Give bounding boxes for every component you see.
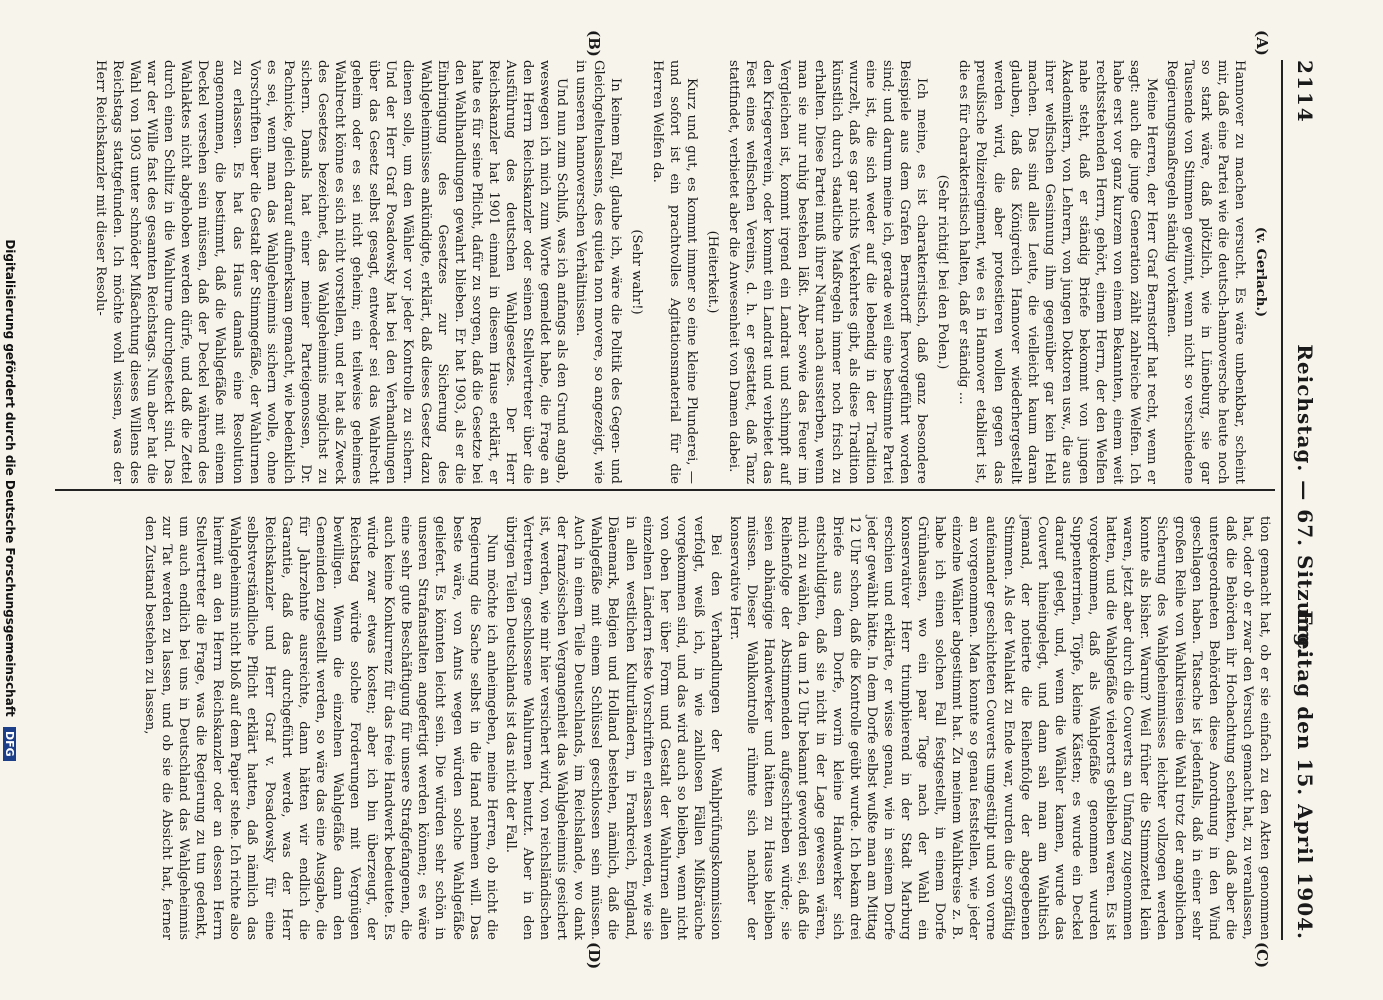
paragraph: Ich meine, es ist charakteristisch, daß ganz besondere Beispiele aus dem Grafen Bernstorff hervorgeführt worden sind; und darum meine ich, gerade weil eine bestimmte Partei eine ist, die sich weder auf die lebendig in der Tradition wurzelt, daß es gar nichts Verkehrtes gibt, als diese Tradition künstlich durch staatliche Maßregeln immer noch frisch zu erhalten. Diese Partei muß ihrer Natur nach aussterben, wenn man sie nur ruhig bestehen läßt. Aber sowie das Feuer im Vergleichen ist, kommt irgend ein Landrat und schimpft auf den Kriegerverein, oder kommt ein Landrat und verbietet das Fest eines welfischen Vereins, d. h. er gestattet, daß Tanz stattfindet, verbietet aber die Anwesenheit von Damen dabei. [726,60,930,484]
session-date: Freitag den 15. April 1904. [1293,610,1317,940]
paragraph: Meine Herren, der Herr Graf Bernstorff hat recht, wenn er sagt: auch die junge Generation zählt zahlreiche Welfen. Ich habe erst vor ganz kurzem von einem Bekannten, einem weit rechtsstehenden Herrn, gehört, einem Herrn, der den Welfen nahe steht, daß er ständig Briefe bekommt von jungen Akademikern, von Lehrern, von jungen Doktoren usw., die aus ihrer welfischen Gesinnung ihm gegenüber gar kein Hehl machen. Das sind alles Leute, die vielleicht kaum daran glauben, daß das Königreich Hannover wiederhergestellt werden wird, die aber protestieren wollen gegen das preußische Polizeiregiment, wie es in Hannover etabliert ist, die es für charakteristisch halten, daß er ständig ... [956,60,1160,484]
margin-marker-d: (D) [585,942,603,970]
paragraph: tion gemacht hat, ob er sie einfach zu den Akten genommen hat, oder ob er zwar den Versuch gemacht hat, zu veranlassen, daß die Behörden ihr Hochachtung schenkten, daß aber die untergeordneten Behörden diese Anordnung in den Wind geschlagen haben. Tatsache ist jedenfalls, daß in einer sehr großen Reihe von Wahlkreisen die Wahl trotz der angeblichen Sicherung des Wahlgeheimnisses leichter vollzogen werden konnte als bisher. Warum? Weil früher die Stimmzettel klein waren, jetzt aber durch die Couverts an Umfang zugenommen hatten, und die Wahlgefäße vielerorts geblieben waren. Es ist vorgekommen, daß als Wahlgefäße genommen wurden Suppenterrinen, Töpfe, kleine Kästen; es wurde ein Deckel darauf gelegt, und, wenn die Wähler kamen, wurde das Couvert hineingelegt, und dann sah man am Wahltisch jemand, der notierte die Reihenfolge der abgegebenen Stimmen. Als der Wahlakt zu Ende war, wurden die sorgfältig aufeinander geschichteten Couverts umgestülpt und von vorne an vorgenommen. Man konnte so genau feststellen, wie jeder einzelne Wähler abgestimmt hat. Zu meinem Wahlkreise z. B. habe ich einen solchen Fall festgestellt, in einem Dorfe Grünhausen, wo ein paar Tage nach der Wahl ein konservativer Herr triumphierend in der Stadt Marburg erschien und erklärte, er wisse genau, wie in seinem Dorfe jeder gewählt hätte. In dem Dorfe selbst wußte man am Mittag 12 Uhr schon, daß die Kontrolle geübt wurde. Ich bekam drei Briefe aus dem Dorfe, worin kleine Handwerker sich entschuldigten, daß sie nicht in der Lage gewesen wären, mich zu wählen, da um 12 Uhr bekannt geworden sei, daß die Reihenfolge der Abstimmenden aufgeschrieben würde; sie seien abhängige Handwerker und hätten zu Hause bleiben müssen. Dieser Wahlkontrolle rühmte sich nachher der konservative Herr. [727,516,1272,940]
right-column [139,516,1273,940]
interjection: (Sehr richtig! bei den Polen.) [935,174,951,370]
paragraph: Und nun zum Schluß, was ich anfangs als den Grund angab, weswegen ich mich zum Worte gemeldet habe, die Frage an den Herrn Reichskanzler oder seinen Stellvertreter über die Ausführung des deutschen Wahlgesetzes. Der Herr Reichskanzler hat 1901 einmal in diesem Hause erklärt, er halte es für seine Pflicht, dafür zu sorgen, daß die Gesetze bei den Wahlhandlungen gewahrt blieben. Er hat 1903, als er die Einbringung des Gesetzes zur Sicherung des Wahlgeheimnisses ankündigte, erklärt, daß dieses Gesetz dazu dienen solle, um den Wähler vor jeder Kontrolle zu sichern. Und der Herr Graf Posadowsky hat bei den Verhandlungen über das Gesetz selbst gesagt, entweder sei das Wahlrecht geheim oder es sei nicht geheim; ein teilweise geheimes Wahlrecht könne es sich nicht vorstellen, und er hat als Zweck des Gesetzes bezeichnet, das Wahlgeheimnis möglichst zu sichern. Damals hat einer meiner Parteigenossen, Dr. Pachnicke, gleich darauf aufmerksam gemacht, wie bedenklich es sei, wenn man das Wahlgeheimnis sichern wolle, ohne Vorschriften über die Gestalt der Stimmgefäße, der Wahlurnen zu erlassen. Es hat das Haus damals eine Resolution angenommen, die bestimmt, daß die Wahlgefäße mit einem Deckel versehen sein müssen, daß der Deckel während des Wahlaktes nicht abgehoben werden dürfe, und daß die Zettel durch einen Schlitz in die Wahlurne durchgesteckt sind. Das war der Wille fast des gesamten Reichstags. Nun aber hat die Wahl von 1903 unter schnöder Mißachtung dieses Willens des Reichstags stattgefunden. Ich möchte wohl wissen, was der Herr Reichskanzler mit dieser Resolu- [92,60,570,484]
page-number: 2114 [1293,60,1317,124]
footer-text: Digitalisierung gefördert durch die Deutsche Forschungsgemeinschaft [3,239,17,717]
digitization-footer [0,0,17,1000]
paragraph: In keinem Fall, glaube ich, wäre die Politik des Gegen- und Gleichgeltenlassens, des quieta non movere, so angezeigt, wie in unseren hannoverschen Verhältnissen. [573,60,623,484]
margin-marker-b: (B) [585,30,603,57]
interjection: (Heiterkeit.) [705,230,721,314]
left-column [90,60,1273,484]
session-title: Reichstag. — 67. Sitzung. [1293,344,1317,656]
margin-marker-c: (C) [1253,942,1271,969]
interjection: (Sehr wahr!) [628,229,644,315]
margin-marker-a: (A) [1253,30,1271,56]
column-divider [55,489,1275,491]
paragraph: Hannover zu machen versucht. Es wäre unbenkbar, scheint mir, daß eine Partei wie die deutsch-hannoversche heute noch so stark wäre, daß plötzlich, wie in Lüneburg, sie gar Tausende von Stimmen gewinnt, wenn nicht so verschiedene Regierungsmaßregeln ständig vorkämen. [1163,60,1247,484]
dfg-logo: DFG [3,727,16,761]
paragraph: Nun möchte ich anheimgeben, meine Herren, ob nicht die Regierung die Sache selbst in die Hand nehmen will. Das beste wäre, von Amts wegen würden solche Wahlgefäße geliefert. Es könnten leicht sein. Die würden sehr schön in unseren Strafanstalten angefertigt werden können; es wäre eine sehr gute Beschäftigung für unsere Strafgefangenen, die auch keine Konkurrenz für das freie Handwerk bedeutete. Es würde zwar etwas kosten; aber ich bin überzeugt, der Reichstag würde solche Forderungen mit Vergnügen bewilligen. Wenn die einzelnen Wahlgefäße dann den Gemeinden zugestellt werden, so wäre das eine Ausgabe, die für Jahrzehnte ausreichte, dann hätten wir endlich die Garantie, daß das durchgeführt werde, was der Herr Reichskanzler und Herr Graf v. Posadowsky für eine selbstverständliche Pflicht erklärt hatten, daß nämlich das Wahlgeheimnis nicht bloß auf dem Papier stehe. Ich richte also hiermit an den Herrn Reichskanzler oder an dessen Herrn Stellvertreter die Frage, was die Regierung zu tun gedenkt, um auch endlich bei uns in Deutschland das Wahlgeheimnis zur Tat werden zu lassen, und ob sie die Absicht hat, ferner den Zustand bestehen zu lassen, [141,516,499,940]
page-header [1281,60,1323,940]
paragraph: Bei den Verhandlungen der Wahlprüfungskommission verfolgt, weiß ich, in wie zahllosen Fällen Mißbräuche vorgekommen sind, und das wird auch so bleiben, wenn nicht von oben her über Form und Gestalt der Wahlurnen allen einzelnen Ländern feste Vorschriften erlassen werden, wie sie in allen westlichen Kulturländern, in Frankreich, England, Dänemark, Belgien und Holland bestehen, nämlich, daß die Wahlgefäße mit einem Schlüssel geschlossen sein müssen. Auch in einem Teile Deutschlands, im Reichslande, wo dank der französischen Vergangenheit das Wahlgeheimnis gesichert ist, werden, wie mir hier versichert wird, von reichsländischen Vertretern geschlossene Wahlurnen benutzt. Aber in den übrigen Teilen Deutschlands ist das nicht der Fall. [502,516,723,940]
speaker-name: (v. Gerlach.) [1253,226,1268,318]
paragraph: Kurz und gut, es kommt immer so eine kleine Plunderei, — und sofort ist ein prachtvolles Agitationsmaterial für die Herren Welfen da. [649,60,699,484]
